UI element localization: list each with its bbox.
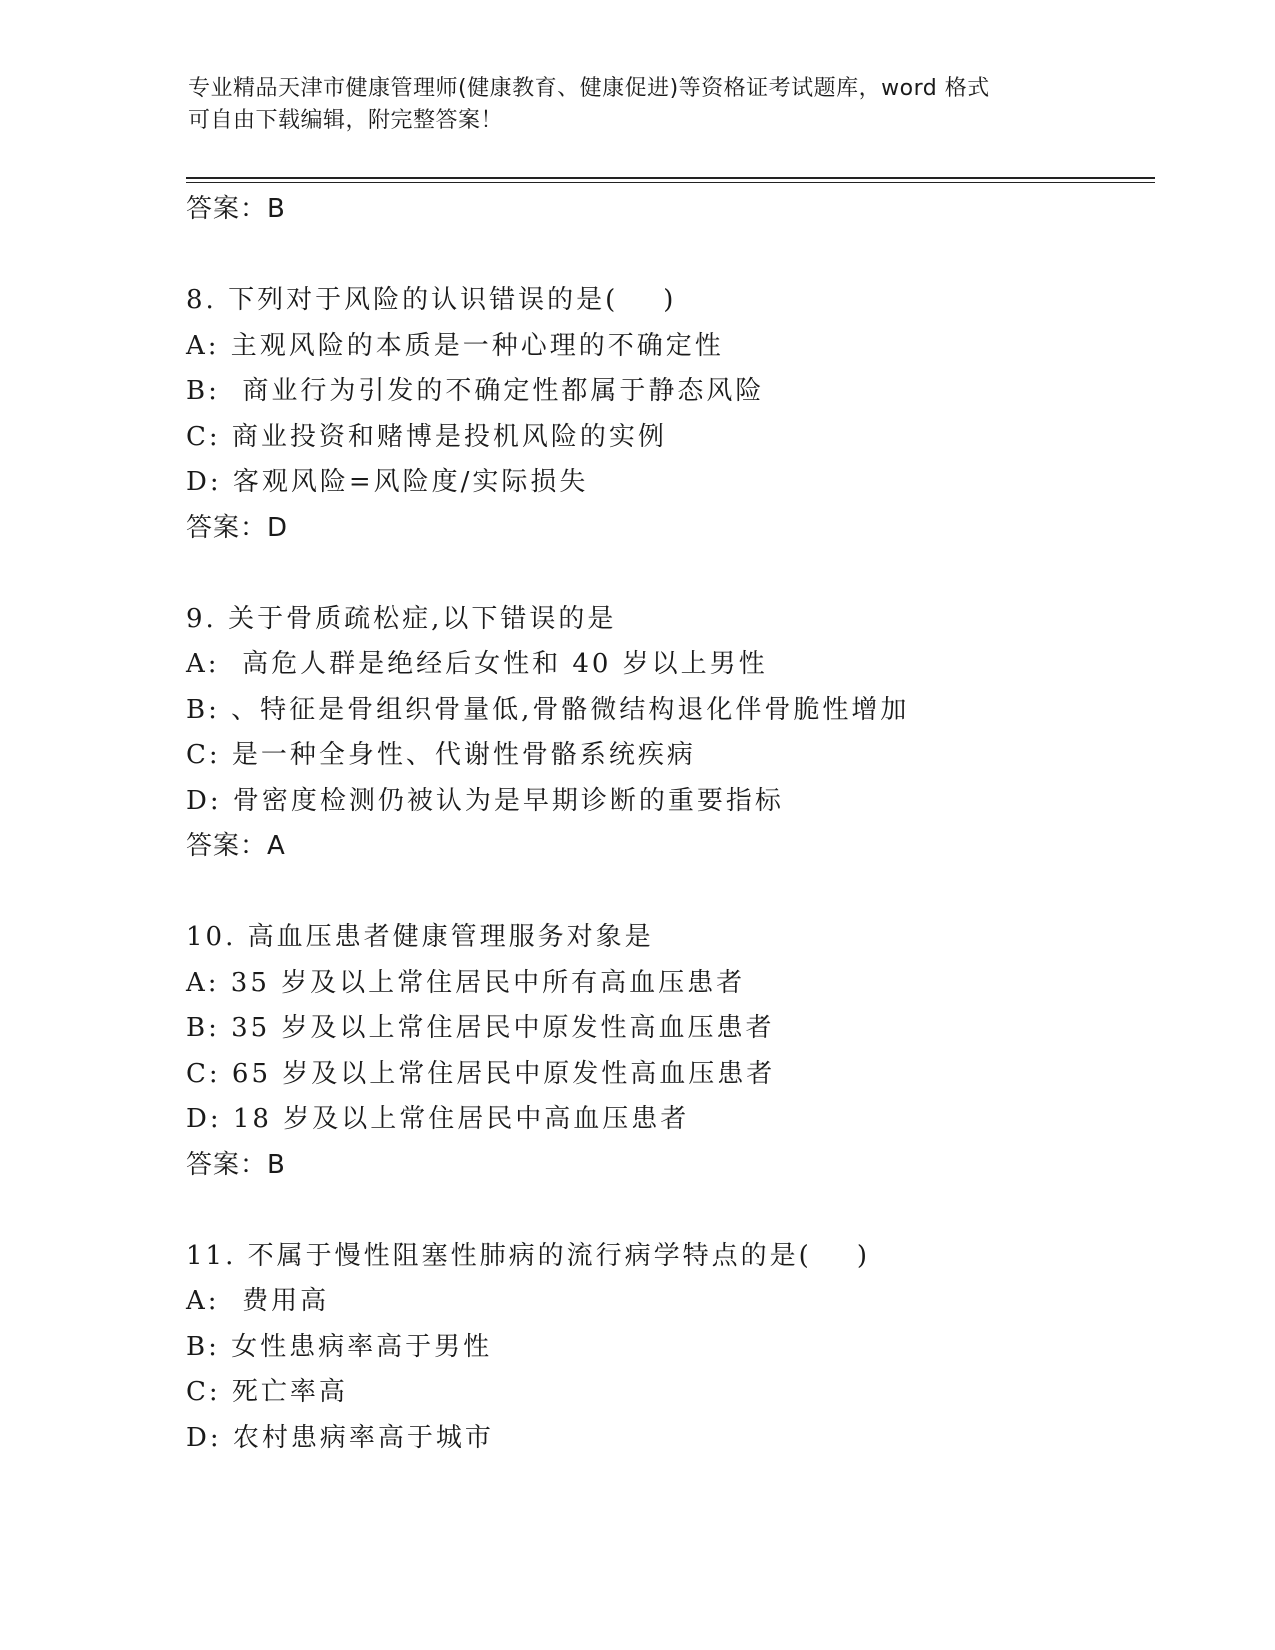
option-c: C: 是一种全身性、代谢性骨骼系统疾病 <box>186 740 696 770</box>
option-c: C: 商业投资和赌博是投机风险的实例 <box>186 421 667 452</box>
spacer <box>186 870 1146 916</box>
option-d: D: 客观风险=风险度/实际损失 <box>186 467 589 497</box>
question-8 <box>186 278 1146 551</box>
question-stem: 9. 关于骨质疏松症,以下错误的是 <box>186 603 617 634</box>
answer-line: 答案：B <box>186 194 286 224</box>
answer-line: 答案：B <box>186 1149 286 1180</box>
option-a: A: 高危人群是绝经后女性和 40 岁以上男性 <box>186 649 768 679</box>
spacer <box>186 551 1146 597</box>
answer-line: 答案：A <box>186 831 286 861</box>
option-c: C: 死亡率高 <box>186 1377 348 1407</box>
question-9 <box>186 597 1146 870</box>
option-b: B: 商业行为引发的不确定性都属于静态风险 <box>186 376 765 406</box>
option-c: C: 65 岁及以上常住居民中原发性高血压患者 <box>186 1058 776 1089</box>
question-stem: 8. 下列对于风险的认识错误的是( ) <box>186 285 677 315</box>
header-line-2: 可自由下载编辑，附完整答案！ <box>188 108 504 133</box>
header-rule-thick <box>186 177 1155 179</box>
option-d: D: 农村患病率高于城市 <box>186 1422 494 1453</box>
question-stem: 10. 高血压患者健康管理服务对象是 <box>186 922 654 952</box>
question-stem: 11. 不属于慢性阻塞性肺病的流行病学特点的是( ) <box>186 1240 870 1271</box>
option-a: A: 主观风险的本质是一种心理的不确定性 <box>186 330 724 361</box>
option-b: B: 女性患病率高于男性 <box>186 1331 493 1362</box>
option-a: A: 35 岁及以上常住居民中所有高血压患者 <box>186 967 746 998</box>
option-a: A: 费用高 <box>186 1286 330 1316</box>
option-b: B: 、特征是骨组织骨量低,骨骼微结构退化伴骨脆性增加 <box>186 694 910 725</box>
option-b: B: 35 岁及以上常住居民中原发性高血压患者 <box>186 1013 775 1043</box>
spacer <box>186 1188 1146 1234</box>
option-d: D: 18 岁及以上常住居民中高血压患者 <box>186 1104 690 1134</box>
question-11 <box>186 1234 1146 1462</box>
option-d: D: 骨密度检测仍被认为是早期诊断的重要指标 <box>186 785 784 816</box>
header-rule-thin <box>186 182 1155 183</box>
spacer <box>186 233 1146 279</box>
header-line-1: 专业精品天津市健康管理师(健康教育、健康促进)等资格证考试题库，word 格式 <box>188 76 990 101</box>
answer-line: 答案：D <box>186 512 289 543</box>
page-header <box>188 73 1088 137</box>
question-10 <box>186 915 1146 1188</box>
question-list <box>186 187 1146 1461</box>
